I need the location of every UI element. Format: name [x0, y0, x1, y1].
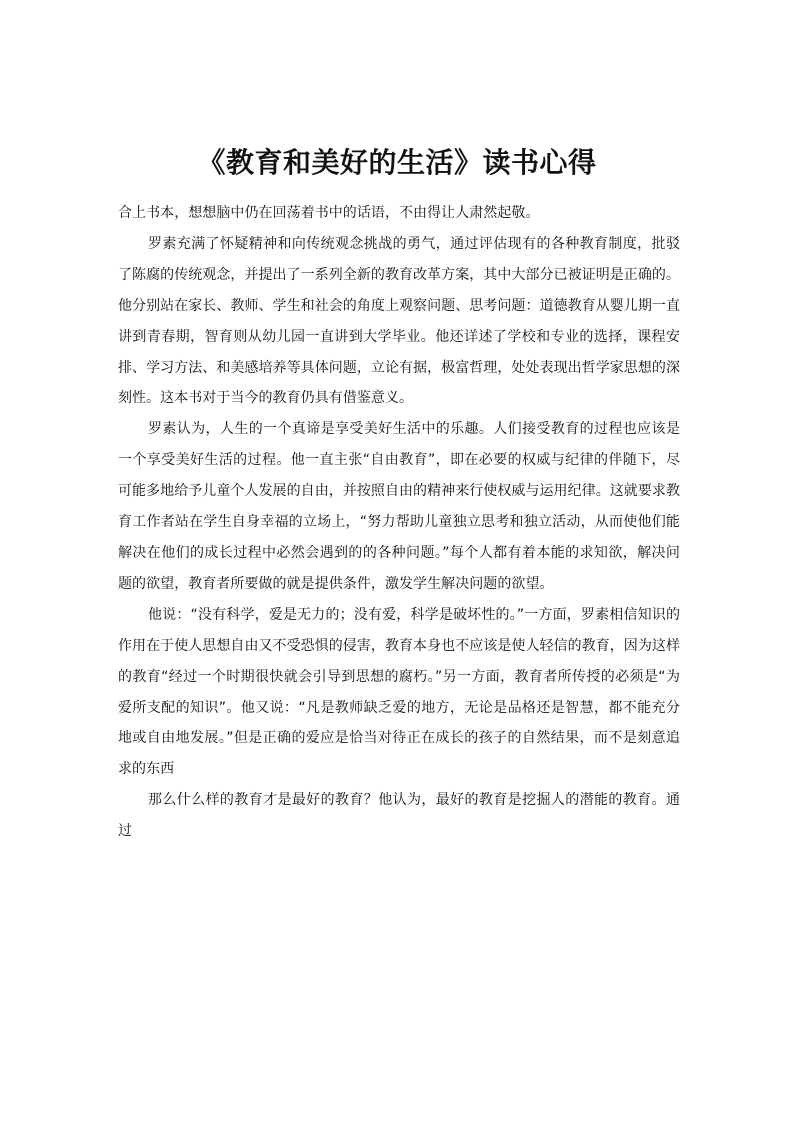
document-title: 《教育和美好的生活》读书心得: [197, 145, 597, 179]
paragraph-3: 罗素认为，人生的一个真谛是享受美好生活中的乐趣。人们接受教育的过程也应该是一个享受美好生活的过程。他一直主张“自由教育”，即在必要的权威与纪律的伴随下，尽可能多地给予儿童个人发展的自由，并按照自由的精神来行使权威与运用纪律。这就要求教育工作者站在学生自身幸福的立场上，“努力帮助儿童独立思考和独立活动，从而使他们能解决在他们的成长过程中必然会遇到的的各种问题。”每个人都有着本能的求知欲，解决问题的欲望，教育者所要做的就是提供条件，激发学生解决问题的欲望。: [118, 421, 680, 592]
paragraph-1: 合上书本，想想脑中仍在回荡着书中的话语，不由得让人肃然起敬。: [118, 205, 540, 221]
paragraph-2: 罗素充满了怀疑精神和向传统观念挑战的勇气，通过评估现有的各种教育制度，批驳了陈腐的传统观念，并提出了一系列全新的教育改革方案，其中大部分已被证明是正确的。他分别站在家长、教师、学生和社会的角度上观察问题、思考问题：道德教育从婴儿期一直讲到青春期，智育则从幼儿园一直讲到大学毕业。他还详述了学校和专业的选择，课程安排、学习方法、和美感培养等具体问题，立论有据，极富哲理，处处表现出哲学家思想的深刻性。这本书对于当今的教育仍具有借鉴意义。: [118, 235, 680, 407]
document-body: [118, 198, 680, 847]
paragraph-5: 那么什么样的教育才是最好的教育？他认为，最好的教育是挖掘人的潜能的教育。通过: [118, 792, 680, 840]
paragraph-4: 他说：“没有科学，爱是无力的；没有爱，科学是破坏性的。”一方面，罗素相信知识的作用在于使人思想自由又不受恐惧的侵害，教育本身也不应该是使人轻信的教育，因为这样的教育“经过一个时期很快就会引导到思想的腐朽。”另一方面，教育者所传授的必须是“为爱所支配的知识”。他又说：“凡是教师缺乏爱的地方，无论是品格还是智慧，都不能充分地或自由地发展。”但是正确的爱应是恰当对待正在成长的孩子的自然结果，而不是刻意追求的东西: [118, 606, 680, 778]
